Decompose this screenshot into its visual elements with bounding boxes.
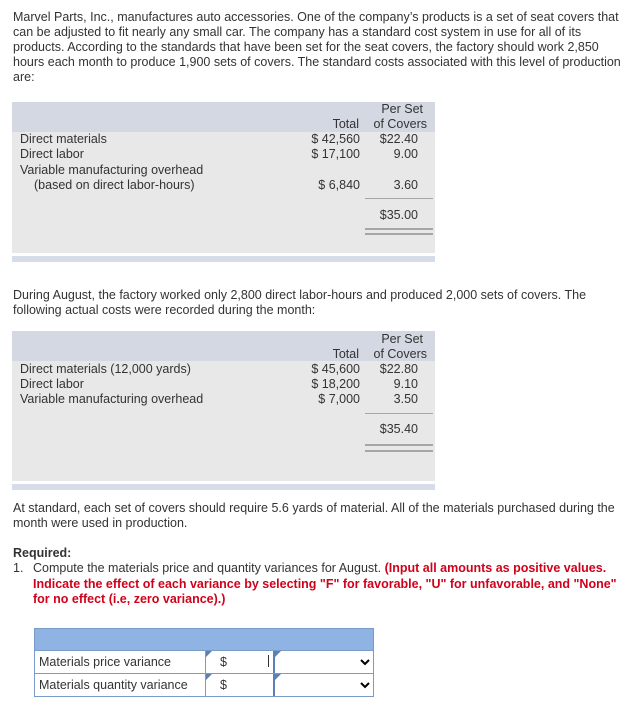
per-set-sum: $35.40	[379, 422, 418, 436]
text-cursor-icon	[268, 655, 269, 667]
cell-marker-icon	[206, 651, 212, 657]
quantity-variance-effect-select[interactable]	[275, 674, 373, 696]
table-row	[34, 674, 374, 697]
row-total: $ 42,560	[311, 132, 360, 146]
intro-paragraph: Marvel Parts, Inc., manufactures auto accessories. One of the company’s products is a set of seat covers that can be adjusted to fit nearly any small car. The company has a standard cost system in use for all of its products. According to the standards that have been set for the seat covers, the factory should work 2,850 hours each month to produce 1,900 sets of covers. The standard costs associated with this level of production are:	[13, 10, 621, 84]
table-divider	[12, 484, 435, 490]
row-total: $ 7,000	[318, 392, 360, 406]
row-total: $ 6,840	[318, 178, 360, 192]
price-variance-effect-cell	[273, 651, 375, 673]
actual-cost-table	[12, 331, 435, 481]
row-label: Direct labor	[20, 377, 84, 391]
row-per-set: 9.00	[393, 147, 418, 161]
row-per-set: 9.10	[393, 377, 418, 391]
required-text	[33, 561, 629, 608]
required-instruction: (Input all amounts as positive values. Indicate the effect of each variance by selecting "F" for favorable, "U" for unfavorable, and "None" for no effect (i.e, zero variance).)	[33, 561, 617, 606]
standard-cost-table	[12, 102, 435, 253]
price-variance-cell	[205, 651, 273, 673]
row-label-sub: (based on direct labor-hours)	[34, 178, 195, 192]
answer-table-header	[34, 628, 374, 651]
price-variance-effect-select[interactable]	[275, 651, 373, 673]
header-per-set: Per Set	[381, 332, 423, 346]
row-label: Direct materials	[20, 132, 107, 146]
row-per-set: 3.50	[393, 392, 418, 406]
header-total: Total	[332, 117, 359, 131]
row-label: Direct labor	[20, 147, 84, 161]
dollar-sign: $	[220, 655, 227, 669]
answer-table	[34, 628, 374, 697]
standard-paragraph: At standard, each set of covers should require 5.6 yards of material. All of the materials purchased during the month were used in production.	[13, 501, 615, 530]
row-per-set: $22.80	[379, 362, 418, 376]
header-of-covers: of Covers	[373, 117, 427, 131]
price-variance-label: Materials price variance	[39, 655, 171, 669]
row-label: Direct materials (12,000 yards)	[20, 362, 191, 376]
row-label: Variable manufacturing overhead	[20, 392, 204, 406]
row-total: $ 17,100	[311, 147, 360, 161]
august-paragraph: During August, the factory worked only 2,800 direct labor-hours and produced 2,000 sets of covers. The following actual costs were recorded during the month:	[13, 288, 587, 317]
quantity-variance-label: Materials quantity variance	[39, 678, 188, 692]
header-of-covers: of Covers	[373, 347, 427, 361]
required-title: Required:	[13, 546, 72, 560]
table-divider	[12, 256, 435, 262]
dollar-sign: $	[220, 678, 227, 692]
quantity-variance-amount-input[interactable]	[226, 676, 274, 694]
row-total: $ 45,600	[311, 362, 360, 376]
row-per-set: 3.60	[393, 178, 418, 192]
required-number: 1.	[13, 561, 24, 575]
table-row	[34, 651, 374, 674]
quantity-variance-effect-cell	[273, 674, 375, 696]
header-total: Total	[332, 347, 359, 361]
row-total: $ 18,200	[311, 377, 360, 391]
row-per-set: $22.40	[379, 132, 418, 146]
quantity-variance-cell	[205, 674, 273, 696]
cell-marker-icon	[206, 674, 212, 680]
per-set-sum: $35.00	[379, 208, 418, 222]
row-label: Variable manufacturing overhead	[20, 163, 204, 177]
required-question: Compute the materials price and quantity variances for August.	[33, 561, 382, 575]
header-per-set: Per Set	[381, 102, 423, 116]
price-variance-amount-input[interactable]	[226, 653, 274, 671]
